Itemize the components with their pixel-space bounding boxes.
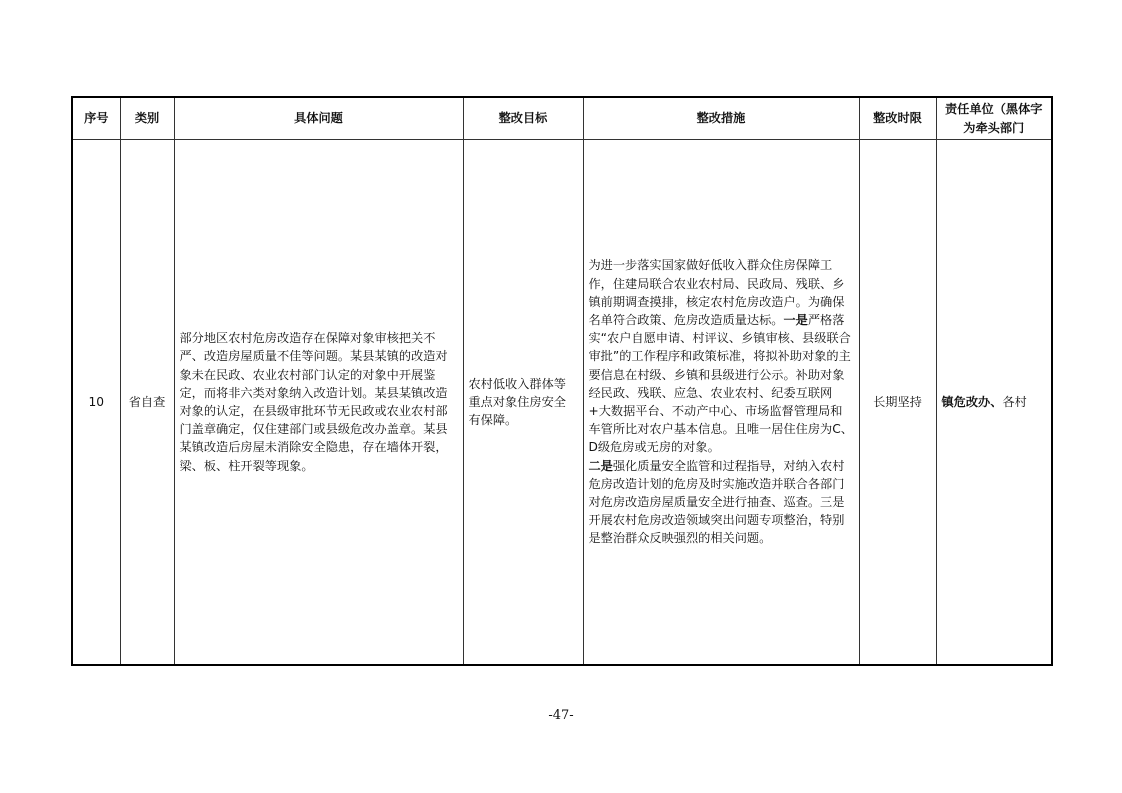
cell-measures [583, 140, 859, 666]
table-header-row [72, 97, 1052, 140]
responsible-rest: 各村 [1002, 394, 1027, 409]
header-category: 类别 [120, 97, 174, 140]
table-row [72, 140, 1052, 666]
cell-index: 10 [72, 140, 120, 666]
measures-part-1: 严格落实“农户自愿申请、村评议、乡镇审核、县级联合审批”的工作程序和政策标准，将拟补助对象的主要信息在村级、乡镇和县级进行公示。补助对象经民政、残联、应急、农业农村、纪委互联网+大数据平台、不动产中心、市场监督管理局和车管所比对农户基本信息。且唯一居住住房为C、D级危房或无房的对象。 [588, 312, 853, 455]
measures-part-2: 强化质量安全监管和过程指导，对纳入农村危房改造计划的危房及时实施改造并联合各部门对危房改造房屋质量安全进行抽查、巡查。三是开展农村危房改造领域突出问题专项整治，特别是整治群众反映强烈的相关问题。 [588, 458, 845, 546]
cell-goal: 农村低收入群体等重点对象住房安全有保障。 [463, 140, 583, 666]
cell-deadline: 长期坚持 [859, 140, 936, 666]
header-goal: 整改目标 [463, 97, 583, 140]
cell-responsible [936, 140, 1052, 666]
header-deadline: 整改时限 [859, 97, 936, 140]
header-index: 序号 [72, 97, 120, 140]
header-measures: 整改措施 [583, 97, 859, 140]
page-number: -47- [548, 708, 574, 723]
responsible-lead: 镇危改办 [941, 394, 991, 409]
header-responsible: 责任单位（黑体字为牵头部门 [936, 97, 1052, 140]
measures-label-2: 二是 [588, 458, 613, 473]
responsible-separator: 、 [990, 394, 1003, 409]
measures-label-1: 一是 [783, 312, 808, 327]
header-problem: 具体问题 [174, 97, 463, 140]
measures-intro: 为进一步落实国家做好低收入群众住房保障工作，住建局联合农业农村局、民政局、残联、乡镇前期调查摸排，核定农村危房改造户。为确保名单符合政策、危房改造质量达标。 [588, 258, 845, 327]
cell-category: 省自查 [120, 140, 174, 666]
rectification-table [71, 96, 1053, 666]
cell-problem: 部分地区农村危房改造存在保障对象审核把关不严、改造房屋质量不佳等问题。某县某镇的改造对象未在民政、农业农村部门认定的对象中开展鉴定，而将非六类对象纳入改造计划。某县某镇改造对象的认定，在县级审批环节无民政或农业农村部门盖章确定，仅住建部门或县级危改办盖章。某县某镇改造后房屋未消除安全隐患，存在墙体开裂，梁、板、柱开裂等现象。 [174, 140, 463, 666]
